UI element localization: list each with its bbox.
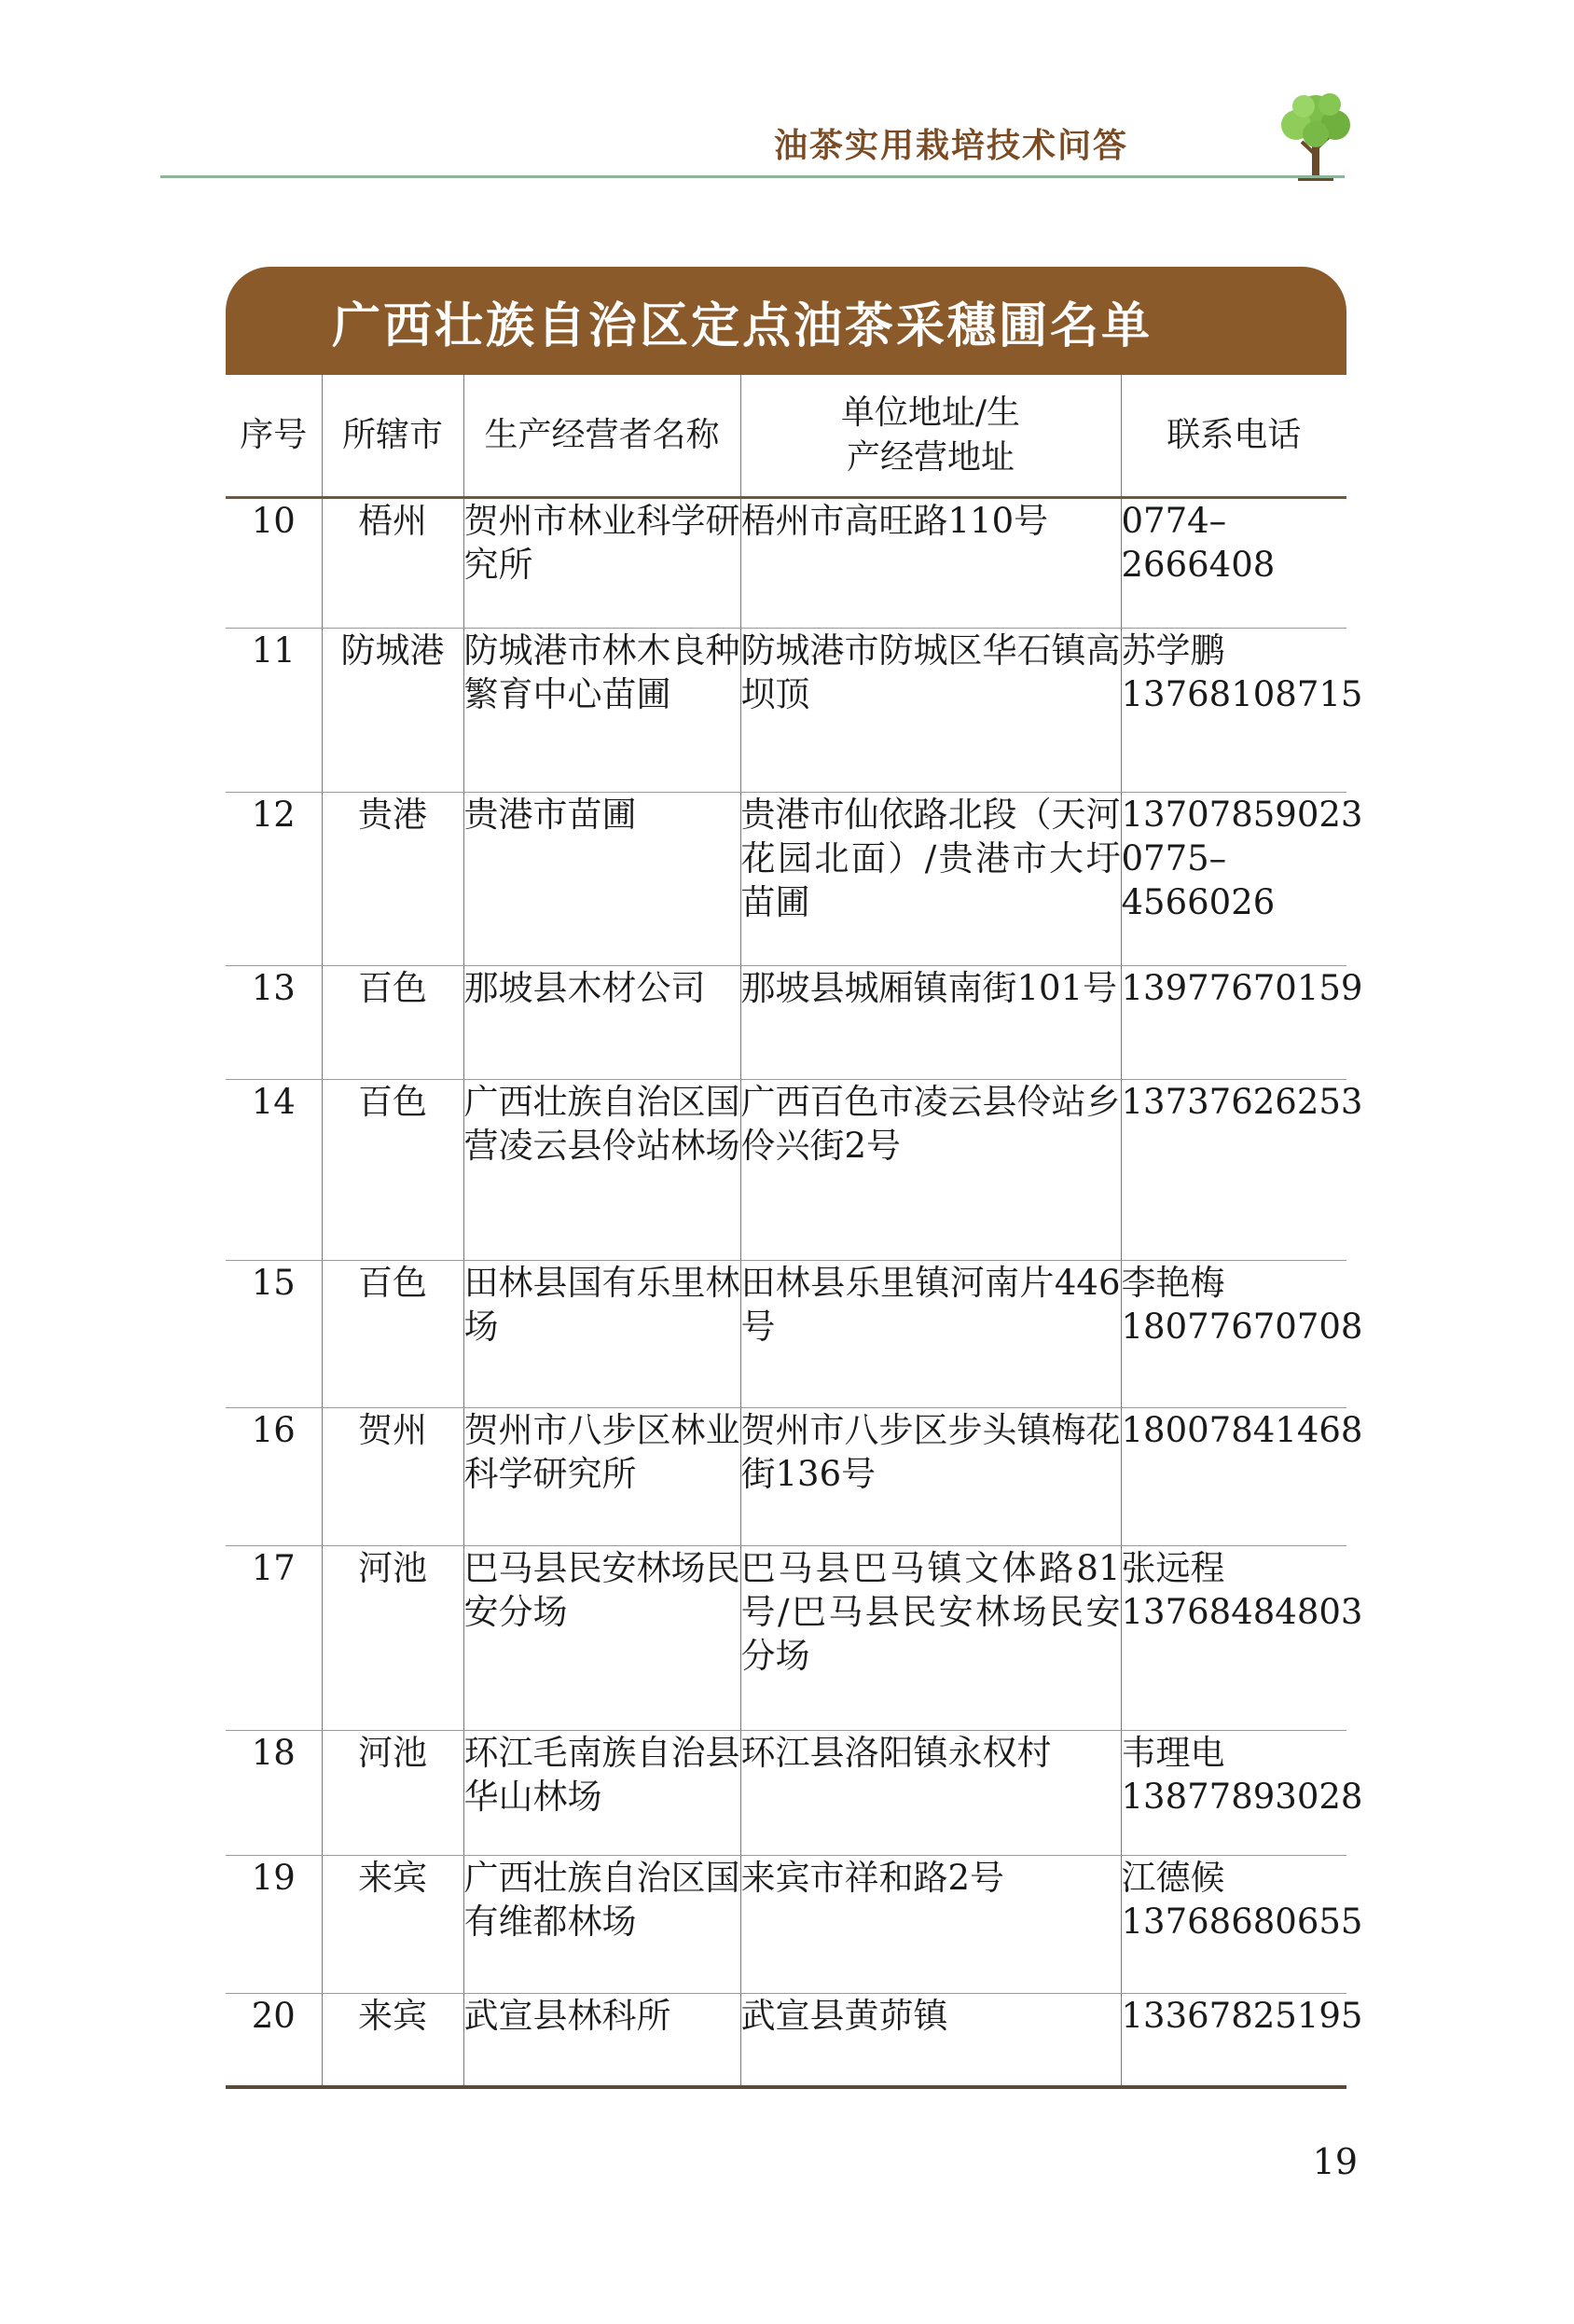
address-cell: 防城港市防城区华石镇高坝顶 xyxy=(740,629,1121,793)
city-cell: 来宾 xyxy=(322,1856,463,1994)
address-cell: 武宣县黄茆镇 xyxy=(740,1994,1121,2087)
phone-cell: 江德候 13768680655 xyxy=(1121,1856,1346,1994)
table-row xyxy=(226,1731,1346,1856)
phone-cell: 李艳梅 18077670708 xyxy=(1121,1261,1346,1408)
table-row xyxy=(226,498,1346,629)
row-number: 15 xyxy=(226,1261,322,1408)
city-cell: 百色 xyxy=(322,1261,463,1408)
address-cell: 梧州市高旺路110号 xyxy=(740,498,1121,629)
table-body xyxy=(226,498,1363,2087)
address-cell: 环江县洛阳镇永权村 xyxy=(740,1731,1121,1856)
row-number: 19 xyxy=(226,1856,322,1994)
nursery-table xyxy=(226,375,1363,2089)
phone-cell: 苏学鹏 13768108715 xyxy=(1121,629,1346,793)
table-row xyxy=(226,1994,1346,2087)
phone-cell: 韦理电 13877893028 xyxy=(1121,1731,1346,1856)
page-number: 19 xyxy=(1312,2141,1358,2182)
table-row xyxy=(226,1080,1346,1261)
city-cell: 贵港 xyxy=(322,793,463,966)
row-number: 14 xyxy=(226,1080,322,1261)
city-cell: 河池 xyxy=(322,1546,463,1731)
phone-cell: 张远程 13768484803 xyxy=(1121,1546,1346,1731)
table-row xyxy=(226,966,1346,1080)
address-cell: 贺州市八步区步头镇梅花街136号 xyxy=(740,1408,1121,1546)
row-number: 18 xyxy=(226,1731,322,1856)
running-header-title: 油茶实用栽培技术问答 xyxy=(774,127,1129,165)
phone-cell: 13977670159 xyxy=(1121,966,1346,1080)
name-cell: 防城港市林木良种繁育中心苗圃 xyxy=(463,629,740,793)
address-cell: 贵港市仙依路北段（天河花园北面）/贵港市大圩苗圃 xyxy=(740,793,1121,966)
address-cell: 那坡县城厢镇南街101号 xyxy=(740,966,1121,1080)
address-cell: 田林县乐里镇河南片446号 xyxy=(740,1261,1121,1408)
table-header-row xyxy=(226,375,1346,498)
name-cell: 广西壮族自治区国有维都林场 xyxy=(463,1856,740,1994)
tree-icon xyxy=(1274,90,1358,183)
row-number: 13 xyxy=(226,966,322,1080)
name-cell: 贵港市苗圃 xyxy=(463,793,740,966)
row-number: 17 xyxy=(226,1546,322,1731)
city-cell: 梧州 xyxy=(322,498,463,629)
city-cell: 百色 xyxy=(322,1080,463,1261)
city-cell: 贺州 xyxy=(322,1408,463,1546)
name-cell: 武宣县林科所 xyxy=(463,1994,740,2087)
name-cell: 贺州市八步区林业科学研究所 xyxy=(463,1408,740,1546)
name-cell: 广西壮族自治区国营凌云县伶站林场 xyxy=(463,1080,740,1261)
column-header-address: 单位地址/生 产经营地址 xyxy=(740,375,1121,498)
city-cell: 河池 xyxy=(322,1731,463,1856)
city-cell: 来宾 xyxy=(322,1994,463,2087)
header-rule xyxy=(160,175,1345,178)
table-row xyxy=(226,1546,1346,1731)
name-cell: 那坡县木材公司 xyxy=(463,966,740,1080)
name-cell: 巴马县民安林场民安分场 xyxy=(463,1546,740,1731)
name-cell: 田林县国有乐里林场 xyxy=(463,1261,740,1408)
city-cell: 防城港 xyxy=(322,629,463,793)
name-cell: 环江毛南族自治县华山林场 xyxy=(463,1731,740,1856)
row-number: 20 xyxy=(226,1994,322,2087)
table-row xyxy=(226,1261,1346,1408)
table-title: 广西壮族自治区定点油茶采穗圃名单 xyxy=(332,297,1153,354)
phone-cell: 13737626253 xyxy=(1121,1080,1346,1261)
column-header-no: 序号 xyxy=(226,375,322,498)
table-row xyxy=(226,629,1346,793)
city-cell: 百色 xyxy=(322,966,463,1080)
table-row xyxy=(226,793,1346,966)
row-number: 16 xyxy=(226,1408,322,1546)
phone-cell: 13367825195 xyxy=(1121,1994,1346,2087)
row-number: 11 xyxy=(226,629,322,793)
column-header-name: 生产经营者名称 xyxy=(463,375,740,498)
table-row xyxy=(226,1408,1346,1546)
table-row xyxy=(226,1856,1346,1994)
column-header-phone: 联系电话 xyxy=(1121,375,1346,498)
phone-cell: 18007841468 xyxy=(1121,1408,1346,1546)
address-cell: 广西百色市凌云县伶站乡伶兴街2号 xyxy=(740,1080,1121,1261)
address-cell: 来宾市祥和路2号 xyxy=(740,1856,1121,1994)
phone-cell: 0774–2666408 xyxy=(1121,498,1346,629)
table-title-banner xyxy=(226,267,1346,375)
row-number: 10 xyxy=(226,498,322,629)
phone-cell: 13707859023 0775–4566026 xyxy=(1121,793,1346,966)
row-number: 12 xyxy=(226,793,322,966)
address-cell: 巴马县巴马镇文体路81号/巴马县民安林场民安分场 xyxy=(740,1546,1121,1731)
name-cell: 贺州市林业科学研究所 xyxy=(463,498,740,629)
column-header-city: 所辖市 xyxy=(322,375,463,498)
